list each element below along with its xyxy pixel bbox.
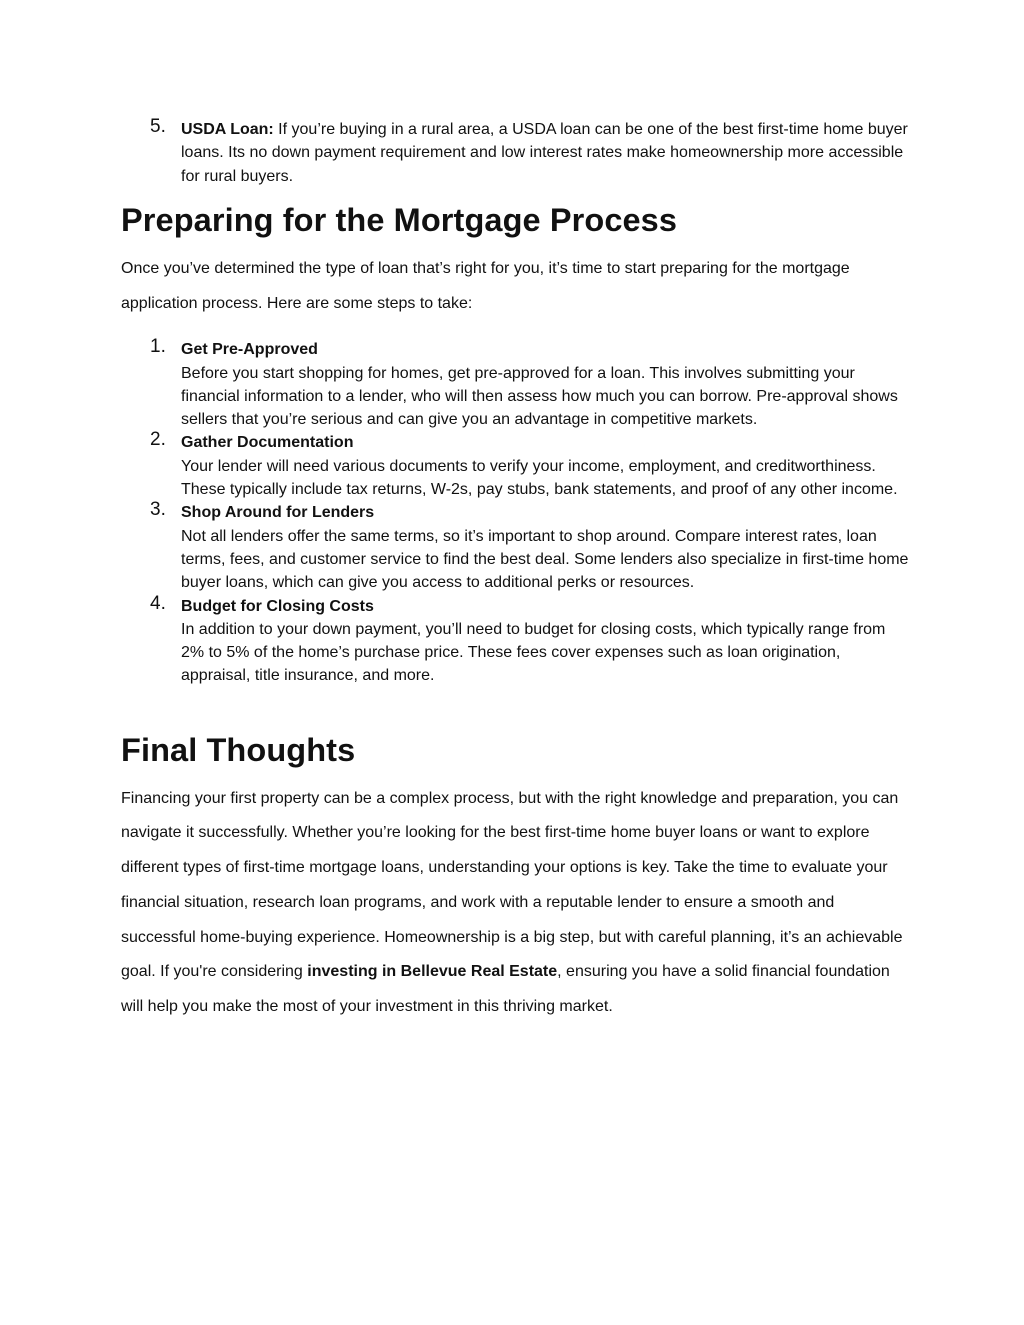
list-number: 2. [150, 429, 166, 451]
list-number: 1. [150, 336, 166, 358]
list-item-text: If you’re buying in a rural area, a USDA loan can be one of the best first-time home buyer loans. Its no down payment requirement and low interest rates make homeownership more accessible for rural buyers. [181, 121, 908, 185]
section-heading-final-thoughts: Final Thoughts [121, 731, 356, 768]
section-intro-paragraph: Once you’ve determined the type of loan that’s right for you, it’s time to start preparing for the mortgage application process. Here are some steps to take: [121, 259, 850, 312]
list-item-title: Shop Around for Lenders [181, 504, 375, 522]
section-heading-mortgage-process: Preparing for the Mortgage Process [121, 201, 678, 238]
paragraph-text: Financing your first property can be a complex process, but with the right knowledge and preparation, you can navigate it successfully. Whether you’re looking for the best first-time home buyer loans or want to explore different types of first-time mortgage loans, understanding your options is key. Take the time to evaluate your financial situation, research loan programs, and work with a reputable lender to ensure a smooth and successful home-buying experience. Homeownership is a big step, but with careful planning, it’s an achievable goal. If you're considering [121, 789, 903, 981]
list-item-step-4 [121, 592, 911, 688]
list-item-text: Not all lenders offer the same terms, so it’s important to shop around. Compare interest rates, loan terms, fees, and customer service to find the best deal. Some lenders also specialize in first-time home buyer loans, which can give you access to additional perks or resources. [181, 527, 909, 592]
list-item-text: In addition to your down payment, you’ll need to budget for closing costs, which typically range from 2% to 5% of the home’s purchase price. These fees cover expenses such as loan origination, appraisal, title insurance, and more. [181, 620, 886, 685]
bellevue-real-estate-link[interactable]: investing in Bellevue Real Estate [307, 963, 558, 981]
list-number: 4. [150, 592, 166, 614]
list-item-step-2 [121, 431, 911, 501]
list-item-step-3 [121, 501, 911, 594]
list-item-step-1 [121, 338, 911, 431]
list-item-title: Get Pre-Approved [181, 341, 318, 359]
document-page [121, 118, 911, 1025]
list-item-title: Gather Documentation [181, 434, 354, 452]
list-item-title: USDA Loan: [181, 121, 274, 138]
list-item-usda-loan [121, 118, 911, 188]
list-item-text: Before you start shopping for homes, get pre-approved for a loan. This involves submitting your financial information to a lender, who will then assess how much you can borrow. Pre-approval shows sellers that you’re serious and can give you an advantage in competitive markets. [181, 364, 898, 429]
paragraph-text: , ensuring you have a solid financial foundation will help you make the most of your investment in this thriving market. [121, 963, 890, 1015]
list-number: 5. [150, 116, 166, 137]
list-item-text: Your lender will need various documents to verify your income, employment, and creditworthiness. These typically include tax returns, W-2s, pay stubs, bank statements, and proof of any other income. [181, 457, 898, 499]
steps-list [121, 338, 911, 687]
final-thoughts-paragraph [121, 782, 911, 1025]
list-item-title: Budget for Closing Costs [181, 597, 374, 615]
list-number: 3. [150, 499, 166, 521]
loan-types-list [121, 118, 911, 188]
